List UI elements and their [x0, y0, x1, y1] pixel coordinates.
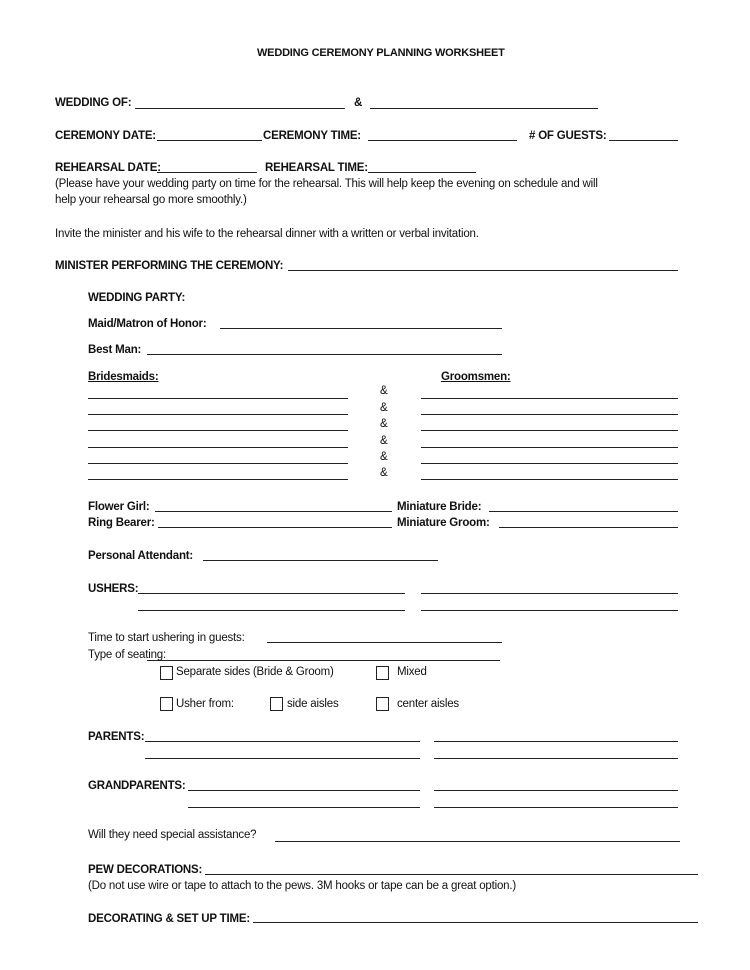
best-man-field[interactable]	[147, 354, 502, 355]
maid-field[interactable]	[220, 328, 502, 329]
grandparents-field[interactable]	[434, 807, 678, 808]
bridesmaid-field[interactable]	[88, 430, 348, 431]
decorating-field[interactable]	[253, 922, 698, 923]
guests-field[interactable]	[609, 140, 678, 141]
ushering-time-field[interactable]	[267, 642, 502, 643]
wedding-of-field-2[interactable]	[370, 108, 598, 109]
usher-field[interactable]	[138, 593, 405, 594]
decorating-label: DECORATING & SET UP TIME:	[88, 913, 250, 925]
pew-decorations-field[interactable]	[205, 874, 698, 875]
ampersand: &	[380, 451, 388, 463]
assistance-label: Will they need special assistance?	[88, 829, 257, 841]
bridesmaid-field[interactable]	[88, 398, 348, 399]
ampersand: &	[354, 97, 363, 109]
groomsman-field[interactable]	[421, 479, 678, 480]
miniature-groom-label: Miniature Groom:	[397, 517, 490, 529]
ceremony-time-field[interactable]	[368, 140, 517, 141]
guests-label: # OF GUESTS:	[529, 130, 607, 142]
ampersand: &	[380, 418, 388, 430]
side-aisles-checkbox[interactable]	[270, 697, 283, 711]
rehearsal-date-label: REHEARSAL DATE:	[55, 162, 161, 174]
miniature-groom-field[interactable]	[499, 527, 678, 528]
miniature-bride-label: Miniature Bride:	[397, 501, 482, 513]
wedding-of-label: WEDDING OF:	[55, 97, 132, 109]
groomsman-field[interactable]	[421, 414, 678, 415]
ampersand: &	[380, 385, 388, 397]
invite-note: Invite the minister and his wife to the rehearsal dinner with a written or verbal invitation.	[55, 228, 479, 240]
grandparents-field[interactable]	[188, 790, 420, 791]
bridesmaid-field[interactable]	[88, 447, 348, 448]
usher-field[interactable]	[138, 610, 405, 611]
grandparents-field[interactable]	[434, 790, 678, 791]
center-aisles-checkbox[interactable]	[376, 697, 389, 711]
parents-field[interactable]	[434, 741, 678, 742]
groomsman-field[interactable]	[421, 430, 678, 431]
minister-label: MINISTER PERFORMING THE CEREMONY:	[55, 260, 284, 272]
pew-decorations-label: PEW DECORATIONS:	[88, 864, 203, 876]
flower-girl-label: Flower Girl:	[88, 501, 150, 513]
usher-field[interactable]	[421, 593, 678, 594]
groomsman-field[interactable]	[421, 463, 678, 464]
mixed-label: Mixed	[397, 666, 427, 678]
ring-bearer-label: Ring Bearer:	[88, 517, 155, 529]
ceremony-time-label: CEREMONY TIME:	[263, 130, 361, 142]
rehearsal-note-line-2: help your rehearsal go more smoothly.)	[55, 194, 247, 206]
mixed-checkbox[interactable]	[376, 666, 389, 680]
maid-label: Maid/Matron of Honor:	[88, 318, 207, 330]
rehearsal-date-field[interactable]	[157, 172, 257, 173]
parents-field[interactable]	[434, 758, 678, 759]
usher-from-checkbox[interactable]	[160, 697, 173, 711]
rehearsal-time-label: REHEARSAL TIME:	[265, 162, 368, 174]
ampersand: &	[380, 467, 388, 479]
ceremony-date-label: CEREMONY DATE:	[55, 130, 156, 142]
usher-from-label: Usher from:	[176, 698, 234, 710]
groomsman-field[interactable]	[421, 398, 678, 399]
bridesmaid-field[interactable]	[88, 463, 348, 464]
ushering-time-label: Time to start ushering in guests:	[88, 632, 245, 644]
pew-note: (Do not use wire or tape to attach to the pews. 3M hooks or tape can be a great option.)	[88, 880, 516, 892]
minister-field[interactable]	[288, 270, 678, 271]
ampersand: &	[380, 435, 388, 447]
rehearsal-time-field[interactable]	[368, 172, 476, 173]
bridesmaids-heading: Bridesmaids:	[88, 371, 159, 383]
center-aisles-label: center aisles	[397, 698, 459, 710]
ampersand: &	[380, 402, 388, 414]
ushers-label: USHERS:	[88, 583, 139, 595]
personal-attendant-field[interactable]	[203, 560, 438, 561]
seating-type-label: Type of seating:	[88, 649, 166, 661]
grandparents-label: GRANDPARENTS:	[88, 780, 186, 792]
page-title: WEDDING CEREMONY PLANNING WORKSHEET	[257, 47, 505, 59]
bridesmaid-field[interactable]	[88, 414, 348, 415]
separate-sides-checkbox[interactable]	[160, 666, 173, 680]
separate-sides-label: Separate sides (Bride & Groom)	[176, 666, 334, 678]
parents-field[interactable]	[145, 741, 420, 742]
parents-field[interactable]	[145, 758, 420, 759]
wedding-of-field-1[interactable]	[135, 108, 345, 109]
groomsmen-heading: Groomsmen:	[441, 371, 511, 383]
wedding-party-heading: WEDDING PARTY:	[88, 292, 186, 304]
parents-label: PARENTS:	[88, 731, 145, 743]
assistance-field[interactable]	[275, 841, 680, 842]
flower-girl-field[interactable]	[155, 511, 392, 512]
personal-attendant-label: Personal Attendant:	[88, 550, 194, 562]
grandparents-field[interactable]	[188, 807, 420, 808]
usher-field[interactable]	[421, 610, 678, 611]
groomsman-field[interactable]	[421, 447, 678, 448]
side-aisles-label: side aisles	[287, 698, 339, 710]
ceremony-date-field[interactable]	[157, 140, 262, 141]
miniature-bride-field[interactable]	[489, 511, 678, 512]
best-man-label: Best Man:	[88, 344, 142, 356]
rehearsal-note-line-1: (Please have your wedding party on time for the rehearsal. This will help keep the evening on schedule and will	[55, 178, 598, 190]
ring-bearer-field[interactable]	[158, 527, 392, 528]
bridesmaid-field[interactable]	[88, 479, 348, 480]
seating-type-field[interactable]	[147, 660, 500, 661]
